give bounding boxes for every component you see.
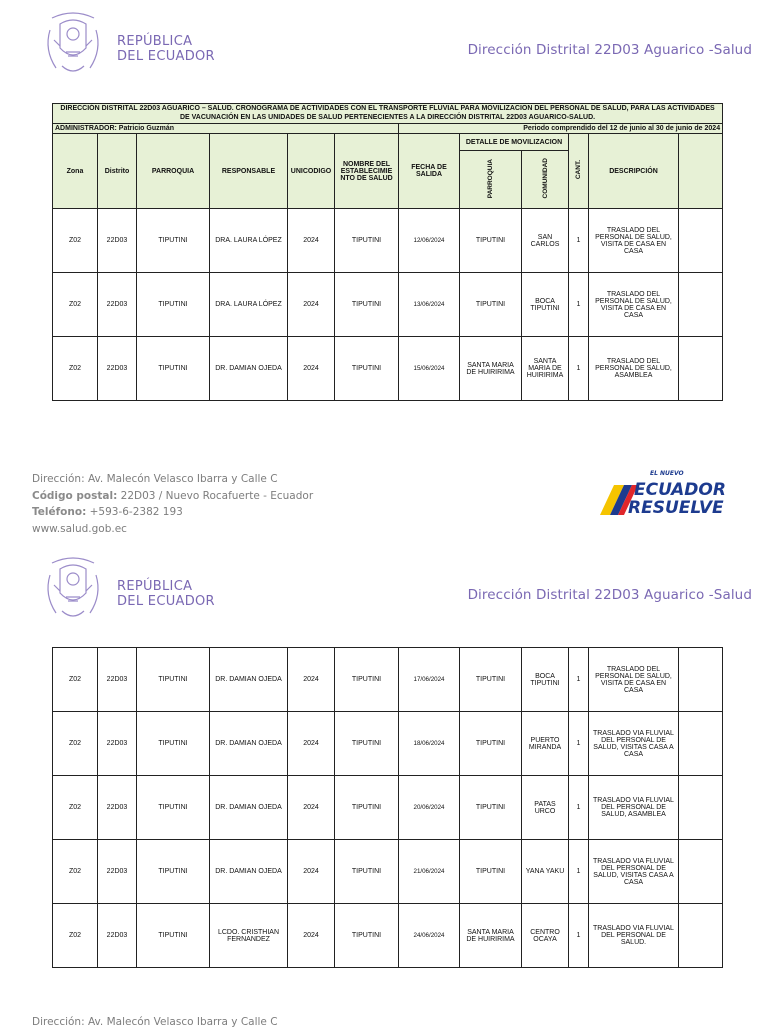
cell-zona: Z02: [53, 337, 98, 401]
cell-extra: [679, 776, 723, 840]
cell-cant: 1: [569, 337, 589, 401]
cell-responsable: DR. DAMIAN OJEDA: [210, 712, 288, 776]
logo-line-3: RESUELVE: [628, 498, 724, 518]
table-row: [53, 337, 723, 401]
col-unicodigo: UNICODIGO: [288, 134, 335, 209]
cell-responsable: DR. DAMIAN OJEDA: [210, 337, 288, 401]
periodo-label: Periodo comprendido del 12 de junio al 30 de junio de 2024: [399, 124, 723, 134]
cell-comunidad: CENTRO OCAYA: [522, 904, 569, 968]
cell-cant: 1: [569, 648, 589, 712]
cell-fecha: 18/06/2024: [399, 712, 460, 776]
col-distrito: Distrito: [98, 134, 137, 209]
cell-parroquia: TIPUTINI: [137, 337, 210, 401]
cell-comunidad: PATAS URCO: [522, 776, 569, 840]
administrador-label: ADMINISTRADOR: Patricio Guzmán: [53, 124, 399, 134]
logo-line-2: ECUADOR: [634, 480, 726, 500]
cell-establecimiento: TIPUTINI: [335, 840, 399, 904]
republica-label: [117, 34, 215, 64]
cell-unicodigo: 2024: [288, 337, 335, 401]
table-row: [53, 776, 723, 840]
cell-parroquia: TIPUTINI: [137, 648, 210, 712]
col-zona: Zona: [53, 134, 98, 209]
cell-det-parroquia: TIPUTINI: [460, 776, 522, 840]
cell-extra: [679, 209, 723, 273]
page-header: [0, 0, 768, 90]
cell-establecimiento: TIPUTINI: [335, 337, 399, 401]
cell-zona: Z02: [53, 209, 98, 273]
col-fecha: FECHA DE SALIDA: [399, 134, 460, 209]
footer-telefono: [32, 504, 313, 521]
footer-direccion: Dirección: Av. Malecón Velasco Ibarra y Calle C: [32, 473, 278, 485]
table-row: [53, 209, 723, 273]
cell-unicodigo: 2024: [288, 904, 335, 968]
cell-descripcion: TRASLADO VIA FLUVIAL DEL PERSONAL DE SALUD, VISITAS CASA A CASA: [589, 840, 679, 904]
col-detalle: DETALLE DE MOVILIZACION: [460, 134, 569, 151]
cell-descripcion: TRASLADO VIA FLUVIAL DEL PERSONAL DE SALUD.: [589, 904, 679, 968]
cell-det-parroquia: SANTA MARIA DE HUIRIRIMA: [460, 904, 522, 968]
cell-descripcion: TRASLADO VIA FLUVIAL DEL PERSONAL DE SALUD, VISITAS CASA A CASA: [589, 712, 679, 776]
col-responsable: RESPONSABLE: [210, 134, 288, 209]
cell-extra: [679, 273, 723, 337]
cell-distrito: 22D03: [98, 337, 137, 401]
table-body-page-2: [53, 648, 723, 968]
cell-comunidad: YANA YAKU: [522, 840, 569, 904]
table-row: [53, 712, 723, 776]
table-row: [53, 840, 723, 904]
cell-parroquia: TIPUTINI: [137, 712, 210, 776]
cell-cant: 1: [569, 273, 589, 337]
cell-parroquia: TIPUTINI: [137, 840, 210, 904]
cell-establecimiento: TIPUTINI: [335, 904, 399, 968]
cell-descripcion: TRASLADO VIA FLUVIAL DEL PERSONAL DE SALUD, ASAMBLEA: [589, 776, 679, 840]
cell-extra: [679, 712, 723, 776]
cell-unicodigo: 2024: [288, 273, 335, 337]
cell-zona: Z02: [53, 840, 98, 904]
cell-distrito: 22D03: [98, 648, 137, 712]
cell-det-parroquia: TIPUTINI: [460, 209, 522, 273]
cell-comunidad: BOCA TIPUTINI: [522, 273, 569, 337]
cell-fecha: 12/06/2024: [399, 209, 460, 273]
activities-table-page-1: [52, 103, 723, 401]
cell-distrito: 22D03: [98, 904, 137, 968]
col-det-parroquia-label: PARROQUIA: [487, 158, 494, 199]
col-det-comunidad: [522, 151, 569, 209]
cell-descripcion: TRASLADO DEL PERSONAL DE SALUD, VISITA DE CASA EN CASA: [589, 273, 679, 337]
cell-fecha: 17/06/2024: [399, 648, 460, 712]
footer-codigo: [32, 488, 313, 505]
table-body-page-1: [53, 209, 723, 401]
cell-responsable: DRA. LAURA LÓPEZ: [210, 209, 288, 273]
cell-establecimiento: TIPUTINI: [335, 648, 399, 712]
footer-telefono-value: +593-6-2382 193: [89, 506, 183, 518]
cell-zona: Z02: [53, 776, 98, 840]
cell-responsable: DRA. LAURA LÓPEZ: [210, 273, 288, 337]
cell-cant: 1: [569, 209, 589, 273]
table-row: [53, 273, 723, 337]
cell-zona: Z02: [53, 904, 98, 968]
cell-responsable: DR. DAMIAN OJEDA: [210, 776, 288, 840]
cell-cant: 1: [569, 904, 589, 968]
table-row: [53, 904, 723, 968]
logo-line-1: EL NUEVO: [650, 470, 684, 477]
cell-cant: 1: [569, 840, 589, 904]
cell-unicodigo: 2024: [288, 648, 335, 712]
coat-of-arms-icon: [42, 555, 104, 625]
cell-distrito: 22D03: [98, 273, 137, 337]
cell-establecimiento: TIPUTINI: [335, 776, 399, 840]
cell-comunidad: SANTA MARIA DE HUIRIRIMA: [522, 337, 569, 401]
activities-table-page-2: [52, 647, 723, 968]
cell-parroquia: TIPUTINI: [137, 209, 210, 273]
cell-comunidad: PUERTO MIRANDA: [522, 712, 569, 776]
cell-fecha: 13/06/2024: [399, 273, 460, 337]
cell-det-parroquia: SANTA MARIA DE HUIRIRIMA: [460, 337, 522, 401]
cell-cant: 1: [569, 712, 589, 776]
cell-cant: 1: [569, 776, 589, 840]
cell-zona: Z02: [53, 273, 98, 337]
cell-unicodigo: 2024: [288, 712, 335, 776]
cell-extra: [679, 337, 723, 401]
cell-parroquia: TIPUTINI: [137, 776, 210, 840]
cell-unicodigo: 2024: [288, 209, 335, 273]
footer-address: [32, 471, 313, 537]
footer-web: www.salud.gob.ec: [32, 522, 127, 535]
cell-det-parroquia: TIPUTINI: [460, 273, 522, 337]
col-establecimiento: NOMBRE DEL ESTABLECIMIE NTO DE SALUD: [335, 134, 399, 209]
cell-descripcion: TRASLADO DEL PERSONAL DE SALUD, ASAMBLEA: [589, 337, 679, 401]
cell-comunidad: SAN CARLOS: [522, 209, 569, 273]
footer-address-2: [32, 1014, 278, 1031]
cell-zona: Z02: [53, 648, 98, 712]
cell-responsable: LCDO. CRISTHIAN FERNANDEZ: [210, 904, 288, 968]
cell-establecimiento: TIPUTINI: [335, 712, 399, 776]
cell-distrito: 22D03: [98, 712, 137, 776]
footer-direccion-2: Dirección: Av. Malecón Velasco Ibarra y Calle C: [32, 1016, 278, 1028]
col-extra: [679, 134, 723, 209]
republica-line-2: DEL ECUADOR: [117, 49, 215, 64]
cell-unicodigo: 2024: [288, 840, 335, 904]
page-title-2: Dirección Distrital 22D03 Aguarico -Salud: [467, 587, 752, 603]
cell-fecha: 21/06/2024: [399, 840, 460, 904]
cell-unicodigo: 2024: [288, 776, 335, 840]
cell-extra: [679, 904, 723, 968]
footer-telefono-label: Teléfono:: [32, 506, 87, 518]
cell-establecimiento: TIPUTINI: [335, 209, 399, 273]
coat-of-arms-icon: [42, 10, 104, 80]
cell-det-parroquia: TIPUTINI: [460, 840, 522, 904]
cell-establecimiento: TIPUTINI: [335, 273, 399, 337]
footer-codigo-label: Código postal:: [32, 489, 118, 502]
cell-extra: [679, 840, 723, 904]
page-header-2: [0, 545, 768, 635]
col-cant-label: CANT.: [575, 160, 582, 180]
footer-codigo-value: 22D03 / Nuevo Rocafuerte - Ecuador: [120, 489, 314, 502]
cell-descripcion: TRASLADO DEL PERSONAL DE SALUD, VISITA DE CASA EN CASA: [589, 648, 679, 712]
cell-responsable: DR. DAMIAN OJEDA: [210, 840, 288, 904]
cell-parroquia: TIPUTINI: [137, 904, 210, 968]
republica-label-2: [117, 579, 215, 609]
republica-line-1: REPÚBLICA: [117, 579, 193, 594]
cell-zona: Z02: [53, 712, 98, 776]
table-row: [53, 648, 723, 712]
cell-det-parroquia: TIPUTINI: [460, 712, 522, 776]
col-det-parroquia: [460, 151, 522, 209]
col-det-comunidad-label: COMUNIDAD: [541, 158, 549, 199]
cell-fecha: 15/06/2024: [399, 337, 460, 401]
republica-line-2: DEL ECUADOR: [117, 594, 215, 609]
cell-responsable: DR. DAMIAN OJEDA: [210, 648, 288, 712]
cell-distrito: 22D03: [98, 776, 137, 840]
cell-det-parroquia: TIPUTINI: [460, 648, 522, 712]
ecuador-resuelve-logo: [594, 467, 726, 519]
col-parroquia: PARROQUIA: [137, 134, 210, 209]
cell-fecha: 24/06/2024: [399, 904, 460, 968]
cell-fecha: 20/06/2024: [399, 776, 460, 840]
cell-distrito: 22D03: [98, 840, 137, 904]
republica-line-1: REPÚBLICA: [117, 34, 193, 49]
document-title: DIRECCIÓN DISTRITAL 22D03 AGUARICO – SALUD. CRONOGRAMA DE ACTIVIDADES CON EL TRANSPORTE FLUVIAL PARA MOVILIZACION DEL PERSONAL DE SALUD, PARA LAS ACTIVIDADES DE VACUNACIÓN EN LAS UNIDADES DE SALUD PERTENECIENTES A LA DIRECCIÓN DISTRITAL 22D03 AGUARICO-SALUD.: [53, 104, 723, 124]
cell-comunidad: BOCA TIPUTINI: [522, 648, 569, 712]
cell-distrito: 22D03: [98, 209, 137, 273]
cell-extra: [679, 648, 723, 712]
page-2: [0, 545, 768, 1028]
cell-parroquia: TIPUTINI: [137, 273, 210, 337]
col-cant: [569, 134, 589, 209]
col-descripcion: DESCRIPCIÓN: [589, 134, 679, 209]
cell-descripcion: TRASLADO DEL PERSONAL DE SALUD, VISITA DE CASA EN CASA: [589, 209, 679, 273]
page-title: Dirección Distrital 22D03 Aguarico -Salud: [467, 42, 752, 58]
